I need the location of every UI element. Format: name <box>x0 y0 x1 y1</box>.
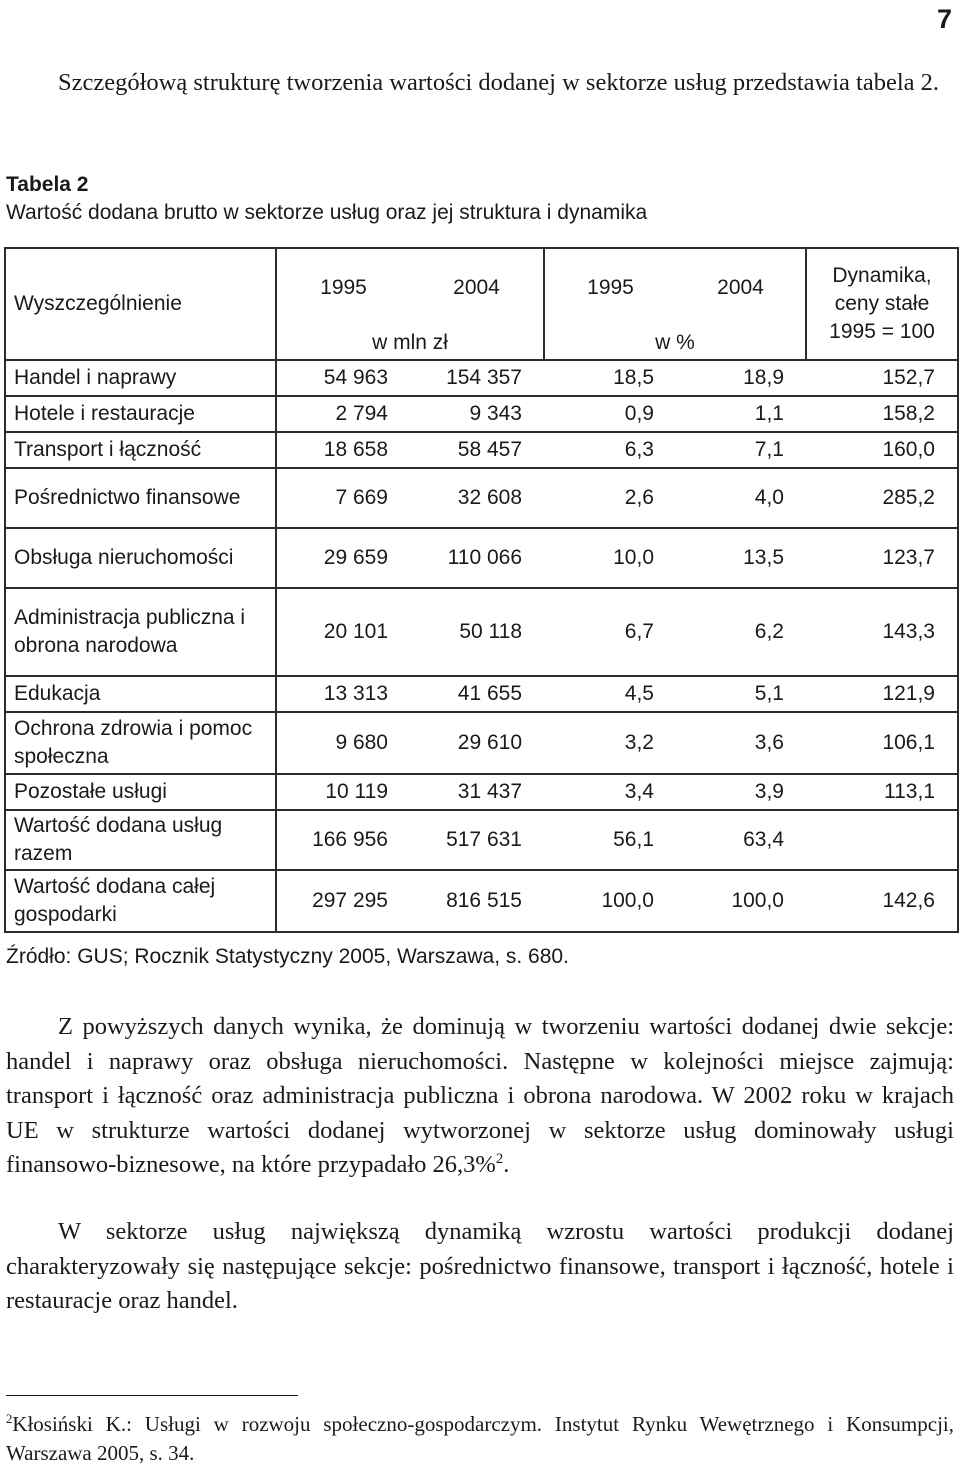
row-label: Edukacja <box>5 676 276 712</box>
cell-mln-2004: 31 437 <box>410 774 544 810</box>
cell-mln-1995: 13 313 <box>276 676 410 712</box>
cell-mln-2004: 110 066 <box>410 528 544 588</box>
cell-pct-1995: 4,5 <box>544 676 676 712</box>
table-label: Tabela 2 <box>6 173 89 196</box>
footnote-text: Kłosiński K.: Usługi w rozwoju społeczno-gospodarczym. Instytut Rynku Wewętrznego i Konsumpcji, Warszawa 2005, s. 34. <box>6 1412 954 1465</box>
intro-paragraph: Szczegółową strukturę tworzenia wartości dodanej w sektorze usług przedstawia tabela 2. <box>58 69 939 96</box>
footnote-reference[interactable]: 2 <box>495 1150 504 1167</box>
table-row <box>5 396 958 432</box>
cell-dynamics: 152,7 <box>806 360 958 396</box>
header-row-years <box>5 248 958 326</box>
cell-pct-2004: 1,1 <box>676 396 806 432</box>
header-year: 1995 <box>276 248 410 326</box>
cell-pct-1995: 3,4 <box>544 774 676 810</box>
cell-mln-2004: 9 343 <box>410 396 544 432</box>
cell-pct-2004: 3,6 <box>676 712 806 774</box>
cell-dynamics: 113,1 <box>806 774 958 810</box>
row-label: Administracja publiczna i obrona narodowa <box>5 588 276 676</box>
table-row <box>5 468 958 528</box>
table-source: Źródło: GUS; Rocznik Statystyczny 2005, Warszawa, s. 680. <box>6 945 569 968</box>
cell-mln-2004: 41 655 <box>410 676 544 712</box>
cell-mln-1995: 297 295 <box>276 870 410 932</box>
cell-pct-1995: 10,0 <box>544 528 676 588</box>
footnote-divider <box>6 1395 298 1396</box>
row-label: Transport i łączność <box>5 432 276 468</box>
table-row <box>5 360 958 396</box>
cell-mln-2004: 29 610 <box>410 712 544 774</box>
cell-pct-1995: 6,7 <box>544 588 676 676</box>
cell-mln-1995: 2 794 <box>276 396 410 432</box>
cell-mln-2004: 154 357 <box>410 360 544 396</box>
header-dynamics: Dynamika, ceny stałe 1995 = 100 <box>806 248 958 360</box>
cell-pct-2004: 5,1 <box>676 676 806 712</box>
table-row <box>5 432 958 468</box>
header-col-label: Wyszczególnienie <box>5 248 276 360</box>
cell-mln-1995: 20 101 <box>276 588 410 676</box>
table-row <box>5 774 958 810</box>
cell-dynamics: 158,2 <box>806 396 958 432</box>
table-row <box>5 676 958 712</box>
cell-dynamics: 285,2 <box>806 468 958 528</box>
table-row <box>5 712 958 774</box>
header-year: 2004 <box>410 248 544 326</box>
cell-mln-1995: 7 669 <box>276 468 410 528</box>
cell-mln-2004: 58 457 <box>410 432 544 468</box>
cell-pct-1995: 3,2 <box>544 712 676 774</box>
cell-mln-1995: 10 119 <box>276 774 410 810</box>
header-year: 2004 <box>676 248 806 326</box>
row-label: Pozostałe usługi <box>5 774 276 810</box>
cell-pct-1995: 100,0 <box>544 870 676 932</box>
row-label: Pośrednictwo finansowe <box>5 468 276 528</box>
cell-pct-2004: 7,1 <box>676 432 806 468</box>
cell-dynamics: 106,1 <box>806 712 958 774</box>
row-label: Ochrona zdrowia i pomoc społeczna <box>5 712 276 774</box>
header-year: 1995 <box>544 248 676 326</box>
cell-dynamics: 123,7 <box>806 528 958 588</box>
row-label: Wartość dodana usług razem <box>5 810 276 870</box>
footnote-marker: 2 <box>6 1412 13 1426</box>
table-caption: Wartość dodana brutto w sektorze usług oraz jej struktura i dynamika <box>6 201 648 224</box>
table-row <box>5 870 958 932</box>
conclusion-end: . <box>503 1151 510 1178</box>
cell-mln-2004: 50 118 <box>410 588 544 676</box>
cell-pct-1995: 18,5 <box>544 360 676 396</box>
cell-pct-1995: 2,6 <box>544 468 676 528</box>
page-number: 7 <box>936 4 952 34</box>
header-unit-mln: w mln zł <box>276 326 544 360</box>
cell-mln-1995: 29 659 <box>276 528 410 588</box>
cell-pct-2004: 13,5 <box>676 528 806 588</box>
header-unit-pct: w % <box>544 326 806 360</box>
cell-dynamics: 143,3 <box>806 588 958 676</box>
cell-mln-1995: 18 658 <box>276 432 410 468</box>
cell-dynamics: 121,9 <box>806 676 958 712</box>
row-label: Hotele i restauracje <box>5 396 276 432</box>
cell-pct-2004: 6,2 <box>676 588 806 676</box>
cell-mln-2004: 32 608 <box>410 468 544 528</box>
row-label: Handel i naprawy <box>5 360 276 396</box>
conclusion-text: Z powyższych danych wynika, że dominują w tworzeniu wartości dodanej dwie sekcje: handel i naprawy oraz obsługa nieruchomości. Następne w kolejności miejsce zajmują: transport i łączność oraz administracja publiczna i obrona narodowa. W 2002 roku w krajach UE w strukturze wartości dodanej wytworzonej w sektorze usług dominowały usługi finansowo-biznesowe, na które przypadało 26,3% <box>6 1013 954 1178</box>
cell-pct-2004: 100,0 <box>676 870 806 932</box>
table-row <box>5 588 958 676</box>
cell-pct-1995: 56,1 <box>544 810 676 870</box>
conclusion-paragraph <box>6 1010 954 1183</box>
cell-pct-2004: 4,0 <box>676 468 806 528</box>
cell-mln-1995: 54 963 <box>276 360 410 396</box>
cell-dynamics: 142,6 <box>806 870 958 932</box>
cell-pct-1995: 0,9 <box>544 396 676 432</box>
cell-pct-2004: 18,9 <box>676 360 806 396</box>
cell-mln-1995: 166 956 <box>276 810 410 870</box>
cell-pct-2004: 3,9 <box>676 774 806 810</box>
table-row <box>5 528 958 588</box>
cell-mln-1995: 9 680 <box>276 712 410 774</box>
dynamics-paragraph: W sektorze usług największą dynamiką wzrostu wartości produkcji dodanej charakteryzowały się następujące sekcje: pośrednictwo finansowe, transport i łączność, hotele i restauracje oraz handel. <box>6 1218 954 1314</box>
cell-dynamics: 160,0 <box>806 432 958 468</box>
cell-mln-2004: 816 515 <box>410 870 544 932</box>
row-label: Wartość dodana całej gospodarki <box>5 870 276 932</box>
cell-pct-2004: 63,4 <box>676 810 806 870</box>
row-label: Obsługa nieruchomości <box>5 528 276 588</box>
footnote <box>6 1410 954 1468</box>
value-added-table <box>4 247 959 933</box>
cell-dynamics <box>806 810 958 870</box>
cell-pct-1995: 6,3 <box>544 432 676 468</box>
table-row <box>5 810 958 870</box>
cell-mln-2004: 517 631 <box>410 810 544 870</box>
